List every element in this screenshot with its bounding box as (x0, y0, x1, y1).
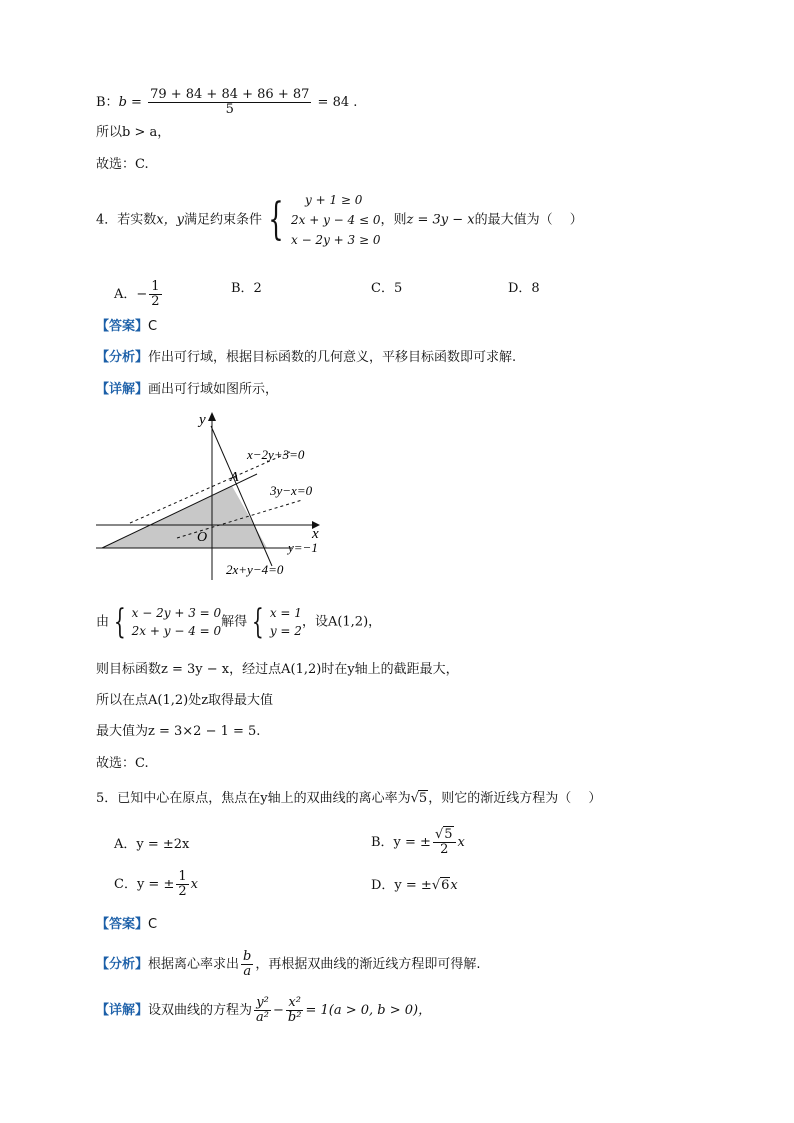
solve-system (96, 604, 381, 640)
brace-icon: { (252, 602, 264, 642)
feasible-region-figure (92, 408, 332, 588)
question-5 (96, 790, 601, 808)
answer-text: C (148, 319, 158, 334)
q5-analysis (96, 950, 481, 979)
solution-1: x = 1 (269, 606, 302, 620)
analysis-post: ，再根据双曲线的渐近线方程即可得解. (255, 957, 481, 972)
constraint-rows (291, 190, 381, 250)
sqrt-icon: √ (434, 827, 444, 842)
q5-sqrt-value: 5 (418, 791, 428, 806)
frac-den: 2 (151, 294, 160, 309)
brace-icon: { (268, 194, 284, 245)
frac-num (433, 828, 456, 843)
b-lhs: b = (118, 95, 142, 110)
detail-post: = 1(a > 0, b > 0)， (305, 1003, 432, 1018)
solve-solutions (247, 604, 302, 640)
q5-option-c-post: x (190, 877, 198, 892)
hyperbola-term-2 (286, 996, 304, 1025)
q4-vars: x，y (156, 212, 184, 228)
equation-rows (132, 604, 222, 640)
frac-den: b² (287, 1010, 302, 1025)
minus-sign: − (273, 1003, 284, 1018)
detail-tag: 【详解】 (96, 1003, 149, 1018)
q5-option-d-post: x (450, 878, 458, 893)
answer-tag: 【答案】 (96, 319, 149, 334)
axis-y-label: y (199, 412, 206, 428)
q5-option-c-pre: C．y = ± (114, 877, 175, 892)
q5-option-c (114, 870, 198, 899)
q4-option-a-label: A．− (114, 287, 148, 302)
frac-num: x² (288, 995, 301, 1010)
answer-text: C (148, 917, 158, 932)
q4-option-a (114, 280, 164, 309)
solve-pre: 由 (96, 614, 110, 630)
q5-text-pre: 5．已知中心在原点，焦点在y轴上的双曲线的离心率为 (96, 791, 411, 806)
constraint-1: y + 1 ≥ 0 (304, 193, 363, 207)
feasible-region (102, 486, 267, 548)
analysis-text: 作出可行域，根据目标函数的几何意义，平移目标函数即可求解. (148, 350, 517, 365)
sqrt-icon: √ (431, 878, 441, 893)
answer-tag: 【答案】 (96, 917, 149, 932)
hyperbola-term-1 (254, 996, 271, 1025)
q5-detail (96, 996, 431, 1025)
frac-num: b (243, 949, 252, 964)
line-target: 则目标函数z = 3y − x，经过点A(1,2)时在y轴上的截距最大， (96, 662, 459, 677)
mean-fraction (148, 88, 311, 117)
mean-numerator: 79 + 84 + 84 + 86 + 87 (150, 87, 310, 102)
line-choose-2: 故选：C. (96, 756, 149, 771)
q5-answer (96, 916, 157, 934)
y-axis-arrow-icon (208, 412, 216, 421)
line-so: 所以b > a， (96, 125, 171, 140)
line-label-x-2y: x−2y+3=0 (247, 447, 305, 462)
q5-option-b-post: x (457, 835, 465, 850)
axis-x-label: x (312, 526, 319, 542)
frac-num: 1 (178, 869, 187, 884)
q5-option-c-frac (176, 870, 188, 899)
solution-rows (270, 604, 302, 640)
frac-den: a (243, 964, 252, 979)
analysis-tag: 【分析】 (96, 957, 149, 972)
solve-equations (109, 604, 221, 640)
b-over-a-frac (241, 950, 253, 979)
solution-2: y = 2 (269, 624, 302, 638)
q4-answer (96, 318, 157, 336)
q4-constraints (262, 190, 381, 250)
q5-option-b-pre: B．y = ± (371, 835, 431, 850)
line-label-2x-y: 2x+y−4=0 (226, 562, 284, 577)
frac-num: 1 (151, 279, 160, 294)
detail-tag: 【详解】 (96, 382, 149, 397)
q4-mid: 满足约束条件 (183, 212, 262, 228)
constraint-3: x − 2y + 3 ≥ 0 (290, 233, 381, 247)
frac-num: y² (256, 995, 269, 1010)
frac-den: 2 (440, 842, 449, 857)
q4-option-c: C．5 (371, 281, 403, 296)
line-label-3y-x: 3y−x=0 (270, 483, 313, 498)
constraint-2: 2x + y − 4 ≤ 0 (290, 213, 381, 227)
sqrt-value: 5 (444, 827, 453, 842)
q5-option-d (371, 877, 458, 895)
frac-den: a² (256, 1010, 269, 1025)
sqrt-icon: √ (410, 791, 419, 806)
point-a-label: A (230, 470, 239, 485)
q4-option-a-frac (149, 280, 161, 309)
line-value: 最大值为z = 3×2 − 1 = 5. (96, 724, 261, 739)
q4-target: z = 3y − x (406, 212, 475, 228)
equation-2: 2x + y − 4 = 0 (131, 624, 222, 638)
line-choose-1: 故选：C. (96, 157, 149, 172)
q4-tail1: ，则 (380, 212, 407, 228)
analysis-tag: 【分析】 (96, 350, 149, 365)
q5-option-b-frac (433, 828, 456, 857)
analysis-pre: 根据离心率求出 (148, 957, 240, 972)
solve-post: ，设A(1,2)， (301, 614, 382, 630)
brace-icon: { (113, 602, 126, 642)
equation-1: x − 2y + 3 = 0 (131, 606, 222, 620)
label-b: B： (96, 95, 119, 110)
detail-pre: 设双曲线的方程为 (148, 1003, 253, 1018)
q4-option-d: D．8 (508, 281, 540, 296)
mean-denominator: 5 (225, 102, 234, 117)
q4-detail (96, 381, 278, 399)
origin-label: O (197, 530, 208, 545)
q5-text-post: ，则它的渐近线方程为（ ） (428, 791, 602, 806)
q5-option-d-pre: D．y = ± (371, 878, 432, 893)
question-4 (96, 190, 583, 250)
frac-den: 2 (178, 884, 187, 899)
solve-mid: 解得 (221, 614, 248, 630)
q4-option-b: B．2 (231, 281, 262, 296)
q4-tail2: 的最大值为（ ） (474, 212, 583, 228)
q4-analysis (96, 349, 516, 367)
sqrt-value: 6 (441, 878, 450, 893)
line-max: 所以在点A(1,2)处z取得最大值 (96, 693, 274, 708)
detail-text: 画出可行域如图所示， (148, 382, 279, 397)
b-rhs: = 84 . (317, 95, 358, 110)
line-b-mean (96, 88, 357, 117)
line-label-y-minus1: y=−1 (288, 540, 318, 555)
q5-option-a: A．y = ±2x (114, 837, 190, 852)
q5-option-b (371, 828, 465, 857)
q4-number: 4．若实数 (96, 212, 157, 228)
